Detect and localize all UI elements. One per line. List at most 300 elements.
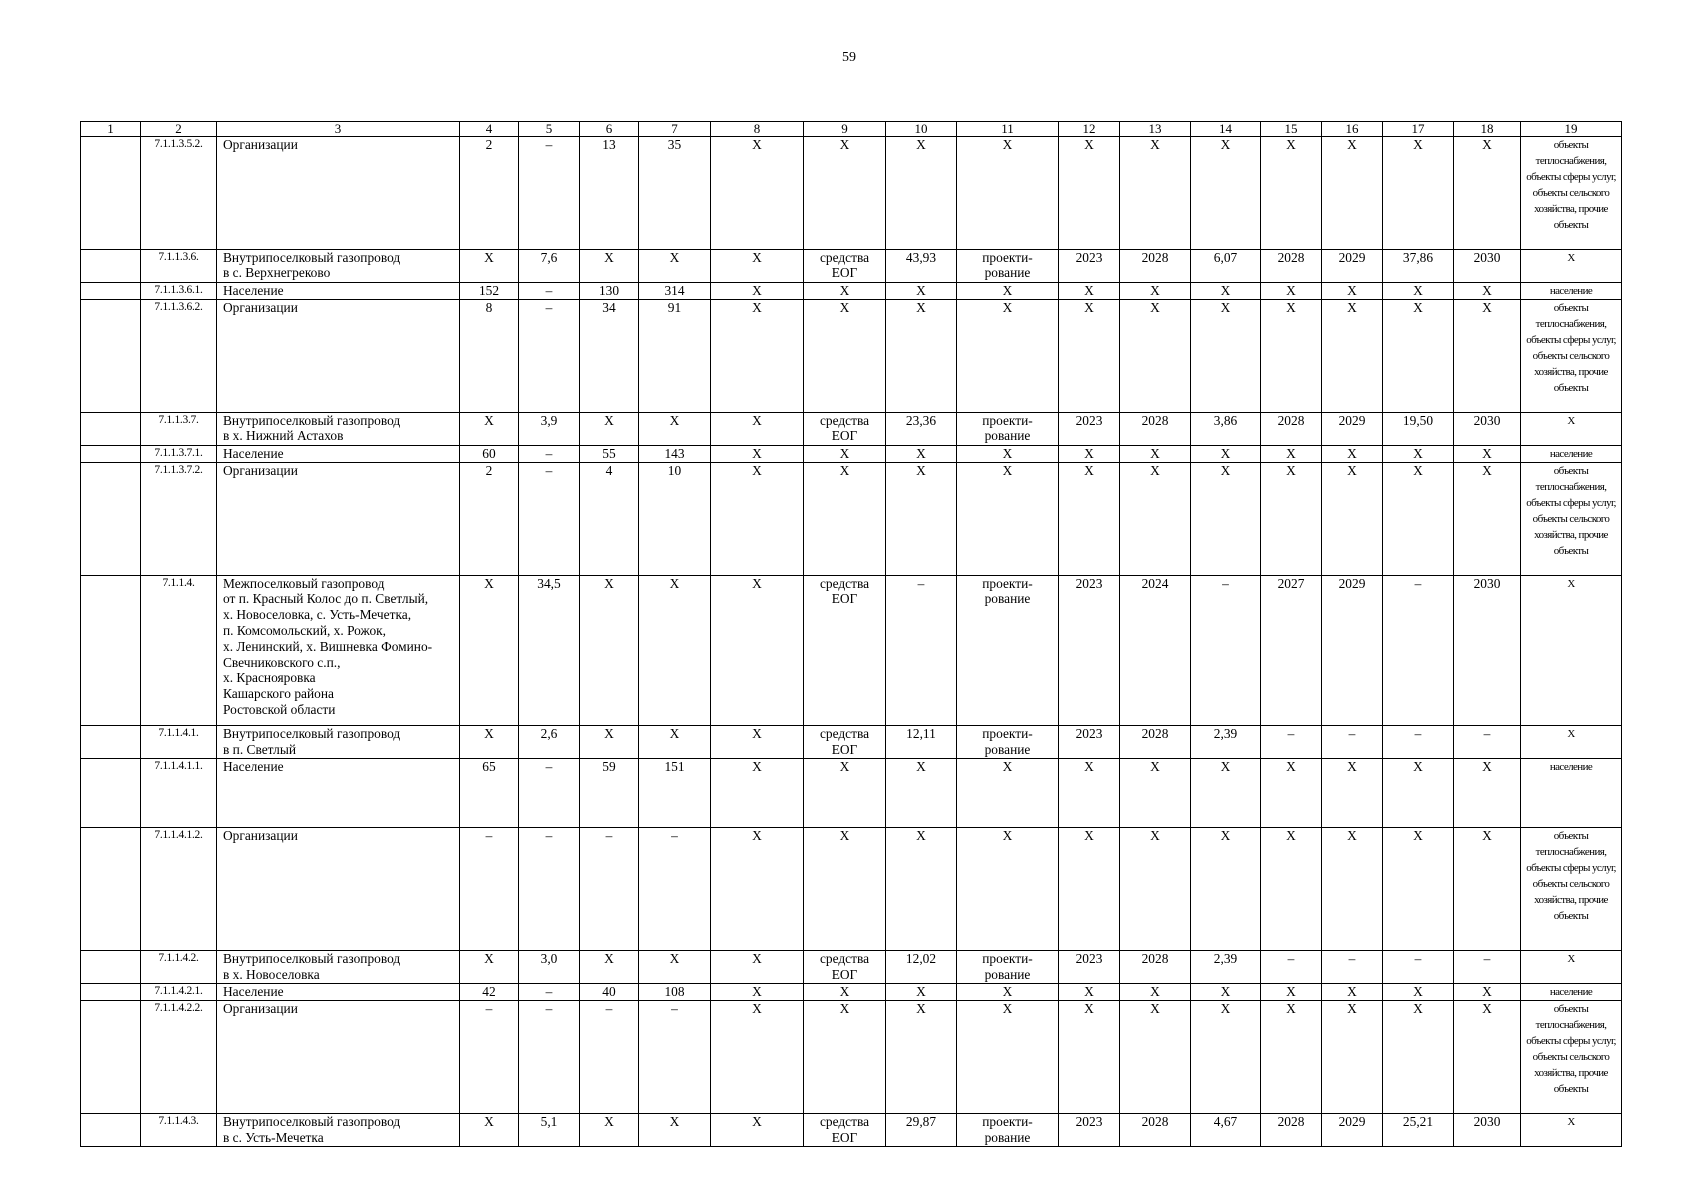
table-cell: – bbox=[519, 983, 580, 1000]
table-cell: 6,07 bbox=[1191, 249, 1261, 282]
table-cell: 2028 bbox=[1120, 249, 1191, 282]
table-cell: 7.1.1.4.1.1. bbox=[141, 758, 217, 827]
table-cell: 2023 bbox=[1059, 725, 1120, 758]
table-cell: 2,39 bbox=[1191, 950, 1261, 983]
column-header: 7 bbox=[639, 122, 711, 137]
table-cell: средства ЕОГ bbox=[804, 575, 886, 725]
table-cell: Х bbox=[886, 1001, 957, 1114]
table-cell: Х bbox=[1521, 1113, 1622, 1146]
table-cell: 2 bbox=[460, 137, 519, 250]
table-cell: Х bbox=[804, 300, 886, 413]
table-cell: Х bbox=[1120, 300, 1191, 413]
table-cell: Х bbox=[711, 282, 804, 299]
table-cell: 2030 bbox=[1454, 575, 1521, 725]
table-cell: Х bbox=[1261, 828, 1322, 951]
table-cell: 152 bbox=[460, 282, 519, 299]
table-row bbox=[81, 1113, 1622, 1146]
table-cell: – bbox=[460, 828, 519, 951]
table-cell: Х bbox=[1120, 983, 1191, 1000]
table-cell: население bbox=[1521, 983, 1622, 1000]
table-cell: 19,50 bbox=[1383, 412, 1454, 445]
table-cell: 2023 bbox=[1059, 950, 1120, 983]
table-cell: Х bbox=[711, 463, 804, 576]
table-cell: Х bbox=[1521, 412, 1622, 445]
column-header: 15 bbox=[1261, 122, 1322, 137]
table-cell: Х bbox=[804, 983, 886, 1000]
table-cell: 7.1.1.3.5.2. bbox=[141, 137, 217, 250]
table-cell: Х bbox=[957, 137, 1059, 250]
table-cell: 2023 bbox=[1059, 249, 1120, 282]
table-cell: 2023 bbox=[1059, 575, 1120, 725]
table-cell: Х bbox=[639, 412, 711, 445]
table-cell: Х bbox=[886, 137, 957, 250]
table-cell: Межпоселковый газопровод от п. Красный Колос до п. Светлый, х. Новоселовка, с. Усть-Мечетка, п. Комсомольский, х. Рожок, х. Ленинский, х. Вишневка Фомино- Свечниковского с.п., х. Краснояровка Кашарского района Ростовской области bbox=[217, 575, 460, 725]
table-cell: Х bbox=[886, 282, 957, 299]
table-cell: 43,93 bbox=[886, 249, 957, 282]
table-cell: 42 bbox=[460, 983, 519, 1000]
table-cell: Х bbox=[1261, 445, 1322, 462]
table-cell: население bbox=[1521, 445, 1622, 462]
table-row bbox=[81, 758, 1622, 827]
table-cell: Х bbox=[1191, 445, 1261, 462]
table-cell: Х bbox=[804, 758, 886, 827]
table-cell: Х bbox=[711, 249, 804, 282]
table-cell: Х bbox=[1383, 1001, 1454, 1114]
table-cell: 12,02 bbox=[886, 950, 957, 983]
table-cell: объекты теплоснабжения, объекты сферы услуг, объекты сельского хозяйства, прочие объекты bbox=[1521, 137, 1622, 250]
table-cell: 7.1.1.4.1. bbox=[141, 725, 217, 758]
table-cell bbox=[81, 1113, 141, 1146]
table-cell: население bbox=[1521, 282, 1622, 299]
table-cell: 7,6 bbox=[519, 249, 580, 282]
table-cell bbox=[81, 1001, 141, 1114]
table-cell: 55 bbox=[580, 445, 639, 462]
table-cell: Х bbox=[1322, 445, 1383, 462]
table-cell: Х bbox=[711, 725, 804, 758]
table-cell: 2029 bbox=[1322, 575, 1383, 725]
table-cell: Организации bbox=[217, 300, 460, 413]
table-cell: Х bbox=[1322, 828, 1383, 951]
table-cell: – bbox=[580, 1001, 639, 1114]
table-cell: население bbox=[1521, 758, 1622, 827]
table-cell: Х bbox=[639, 1113, 711, 1146]
table-cell: Х bbox=[957, 828, 1059, 951]
table-cell: 40 bbox=[580, 983, 639, 1000]
table-cell bbox=[81, 300, 141, 413]
table-cell: Х bbox=[1383, 463, 1454, 576]
table-cell: 7.1.1.4. bbox=[141, 575, 217, 725]
table-cell: 108 bbox=[639, 983, 711, 1000]
table-cell: – bbox=[1383, 725, 1454, 758]
table-cell: Х bbox=[886, 828, 957, 951]
table-cell: – bbox=[1322, 725, 1383, 758]
table-cell: 60 bbox=[460, 445, 519, 462]
column-header: 8 bbox=[711, 122, 804, 137]
table-cell: Х bbox=[580, 725, 639, 758]
table-cell: Организации bbox=[217, 137, 460, 250]
table-cell: 151 bbox=[639, 758, 711, 827]
table-cell: 2023 bbox=[1059, 412, 1120, 445]
table-cell: 7.1.1.4.3. bbox=[141, 1113, 217, 1146]
table-cell: объекты теплоснабжения, объекты сферы услуг, объекты сельского хозяйства, прочие объекты bbox=[1521, 1001, 1622, 1114]
table-cell: Х bbox=[957, 758, 1059, 827]
table-row bbox=[81, 575, 1622, 725]
table-row bbox=[81, 463, 1622, 576]
table-cell: Х bbox=[1059, 300, 1120, 413]
table-cell: – bbox=[519, 445, 580, 462]
table-cell: проекти- рование bbox=[957, 725, 1059, 758]
table-cell: Х bbox=[711, 575, 804, 725]
table-row bbox=[81, 300, 1622, 413]
table-cell: Х bbox=[1191, 282, 1261, 299]
table-cell: – bbox=[519, 137, 580, 250]
table-cell: Х bbox=[1120, 463, 1191, 576]
table-cell: Х bbox=[1261, 300, 1322, 413]
table-cell: 143 bbox=[639, 445, 711, 462]
table-cell: Х bbox=[1059, 137, 1120, 250]
table-cell: Организации bbox=[217, 1001, 460, 1114]
column-header: 4 bbox=[460, 122, 519, 137]
table-cell: Х bbox=[1454, 983, 1521, 1000]
table-cell: 25,21 bbox=[1383, 1113, 1454, 1146]
table-cell: Х bbox=[1059, 282, 1120, 299]
table-cell: 2030 bbox=[1454, 412, 1521, 445]
column-header: 9 bbox=[804, 122, 886, 137]
table-cell: Х bbox=[1322, 463, 1383, 576]
table-cell: 3,0 bbox=[519, 950, 580, 983]
table-cell: Х bbox=[1454, 758, 1521, 827]
table-cell: Х bbox=[711, 828, 804, 951]
table-cell: Х bbox=[711, 300, 804, 413]
table-cell: 29,87 bbox=[886, 1113, 957, 1146]
table-row bbox=[81, 445, 1622, 462]
table-cell: 8 bbox=[460, 300, 519, 413]
table-cell: 65 bbox=[460, 758, 519, 827]
table-cell: 37,86 bbox=[1383, 249, 1454, 282]
column-header: 1 bbox=[81, 122, 141, 137]
table-cell: – bbox=[1191, 575, 1261, 725]
table-cell: Х bbox=[1322, 983, 1383, 1000]
table-cell: 7.1.1.4.1.2. bbox=[141, 828, 217, 951]
table-cell: Х bbox=[639, 950, 711, 983]
table-cell: – bbox=[519, 282, 580, 299]
table-cell: – bbox=[1454, 725, 1521, 758]
table-row bbox=[81, 950, 1622, 983]
table-cell: средства ЕОГ bbox=[804, 249, 886, 282]
table-cell: – bbox=[519, 828, 580, 951]
table-cell: объекты теплоснабжения, объекты сферы услуг, объекты сельского хозяйства, прочие объекты bbox=[1521, 300, 1622, 413]
table-row bbox=[81, 828, 1622, 951]
table-cell: Х bbox=[711, 1001, 804, 1114]
table-cell: Х bbox=[1261, 463, 1322, 576]
table-cell: Х bbox=[460, 249, 519, 282]
table-cell: средства ЕОГ bbox=[804, 950, 886, 983]
table-cell: Х bbox=[1383, 983, 1454, 1000]
table-cell: 3,9 bbox=[519, 412, 580, 445]
table-cell: 3,86 bbox=[1191, 412, 1261, 445]
table-cell: 4,67 bbox=[1191, 1113, 1261, 1146]
table-cell: 7.1.1.4.2.2. bbox=[141, 1001, 217, 1114]
column-header: 13 bbox=[1120, 122, 1191, 137]
table-cell: Х bbox=[1322, 137, 1383, 250]
table-cell: Х bbox=[711, 412, 804, 445]
table-cell: Х bbox=[1383, 828, 1454, 951]
column-header: 19 bbox=[1521, 122, 1622, 137]
table-cell: 2 bbox=[460, 463, 519, 576]
table-cell: 5,1 bbox=[519, 1113, 580, 1146]
table-cell: Население bbox=[217, 758, 460, 827]
column-header: 3 bbox=[217, 122, 460, 137]
table-cell: Внутрипоселковый газопровод в х. Новоселовка bbox=[217, 950, 460, 983]
table-cell: средства ЕОГ bbox=[804, 412, 886, 445]
table-cell: Население bbox=[217, 983, 460, 1000]
header-row bbox=[81, 122, 1622, 137]
column-header: 2 bbox=[141, 122, 217, 137]
table-cell: 2,6 bbox=[519, 725, 580, 758]
column-header: 5 bbox=[519, 122, 580, 137]
table-cell: Х bbox=[711, 983, 804, 1000]
table-cell: Х bbox=[580, 412, 639, 445]
table-cell: Внутрипоселковый газопровод в п. Светлый bbox=[217, 725, 460, 758]
table-cell: 12,11 bbox=[886, 725, 957, 758]
table-cell: 2028 bbox=[1261, 1113, 1322, 1146]
table-cell: Х bbox=[460, 575, 519, 725]
table-cell: Х bbox=[1191, 983, 1261, 1000]
table-cell: Х bbox=[1454, 137, 1521, 250]
table-cell: 2028 bbox=[1120, 725, 1191, 758]
table-cell: Х bbox=[1261, 282, 1322, 299]
table-cell: 2030 bbox=[1454, 249, 1521, 282]
table-cell: Х bbox=[1383, 137, 1454, 250]
table-cell: 34,5 bbox=[519, 575, 580, 725]
table-cell bbox=[81, 282, 141, 299]
table-cell: Х bbox=[1059, 828, 1120, 951]
table-cell: Х bbox=[1261, 137, 1322, 250]
table-cell: Х bbox=[1191, 137, 1261, 250]
table-cell: – bbox=[639, 1001, 711, 1114]
table-cell: Х bbox=[1059, 758, 1120, 827]
table-cell: 7.1.1.3.7. bbox=[141, 412, 217, 445]
table-cell: Х bbox=[1383, 282, 1454, 299]
table-cell: Х bbox=[1120, 137, 1191, 250]
table-cell: Х bbox=[1322, 1001, 1383, 1114]
table-cell: Х bbox=[804, 1001, 886, 1114]
table-cell bbox=[81, 249, 141, 282]
table-row bbox=[81, 249, 1622, 282]
table-cell: Х bbox=[886, 300, 957, 413]
table-cell: Х bbox=[1120, 758, 1191, 827]
table-cell: Х bbox=[1521, 249, 1622, 282]
table-cell: Х bbox=[711, 445, 804, 462]
table-cell bbox=[81, 828, 141, 951]
table-cell: – bbox=[639, 828, 711, 951]
gas-pipeline-table bbox=[80, 121, 1622, 1147]
table-cell: 7.1.1.3.7.1. bbox=[141, 445, 217, 462]
table-cell: 59 bbox=[580, 758, 639, 827]
table-cell: – bbox=[1383, 575, 1454, 725]
column-header: 14 bbox=[1191, 122, 1261, 137]
column-header: 16 bbox=[1322, 122, 1383, 137]
table-cell: 13 bbox=[580, 137, 639, 250]
column-header: 18 bbox=[1454, 122, 1521, 137]
table-cell: Х bbox=[1120, 828, 1191, 951]
column-header: 11 bbox=[957, 122, 1059, 137]
table-cell: Организации bbox=[217, 463, 460, 576]
table-cell: Х bbox=[804, 282, 886, 299]
table-cell bbox=[81, 137, 141, 250]
table-cell: Х bbox=[460, 950, 519, 983]
table-row bbox=[81, 1001, 1622, 1114]
table-cell: – bbox=[460, 1001, 519, 1114]
table-cell: Х bbox=[1322, 300, 1383, 413]
table-row bbox=[81, 412, 1622, 445]
table-cell: Х bbox=[957, 300, 1059, 413]
column-header: 17 bbox=[1383, 122, 1454, 137]
table-cell: Х bbox=[1454, 1001, 1521, 1114]
table-cell: Х bbox=[1261, 983, 1322, 1000]
table-body bbox=[81, 137, 1622, 1147]
table-cell: Х bbox=[957, 983, 1059, 1000]
table-cell: проекти- рование bbox=[957, 575, 1059, 725]
table-cell: Х bbox=[804, 445, 886, 462]
table-row bbox=[81, 725, 1622, 758]
table-cell: Х bbox=[1322, 282, 1383, 299]
table-cell: Х bbox=[1454, 445, 1521, 462]
table-cell: – bbox=[1261, 950, 1322, 983]
column-header: 12 bbox=[1059, 122, 1120, 137]
table-cell: – bbox=[519, 758, 580, 827]
table-cell: – bbox=[1383, 950, 1454, 983]
table-cell: Х bbox=[804, 828, 886, 951]
table-cell: 2024 bbox=[1120, 575, 1191, 725]
table-cell: 23,36 bbox=[886, 412, 957, 445]
table-cell bbox=[81, 950, 141, 983]
table-cell: Х bbox=[1059, 463, 1120, 576]
table-cell: 2027 bbox=[1261, 575, 1322, 725]
table-cell: – bbox=[519, 1001, 580, 1114]
table-cell: Х bbox=[957, 282, 1059, 299]
table-cell: 2030 bbox=[1454, 1113, 1521, 1146]
table-cell: Х bbox=[1059, 1001, 1120, 1114]
table-cell: Х bbox=[886, 463, 957, 576]
table-cell: 7.1.1.4.2.1. bbox=[141, 983, 217, 1000]
table-cell: 314 bbox=[639, 282, 711, 299]
table-cell: 2028 bbox=[1120, 1113, 1191, 1146]
column-header: 6 bbox=[580, 122, 639, 137]
table-cell: 10 bbox=[639, 463, 711, 576]
table-cell bbox=[81, 758, 141, 827]
table-cell: Х bbox=[460, 412, 519, 445]
table-cell: Х bbox=[1454, 282, 1521, 299]
table-cell: 2029 bbox=[1322, 412, 1383, 445]
table-cell: 34 bbox=[580, 300, 639, 413]
table-cell: 2028 bbox=[1261, 249, 1322, 282]
table-cell: – bbox=[519, 300, 580, 413]
table-cell: Х bbox=[1521, 725, 1622, 758]
table-cell: Х bbox=[1454, 300, 1521, 413]
table-cell: Х bbox=[1383, 445, 1454, 462]
column-header: 10 bbox=[886, 122, 957, 137]
table-cell: Х bbox=[1521, 950, 1622, 983]
table-cell: 7.1.1.3.6.1. bbox=[141, 282, 217, 299]
table-cell: Х bbox=[1383, 300, 1454, 413]
table-cell: Х bbox=[639, 575, 711, 725]
table-cell: Х bbox=[1322, 758, 1383, 827]
table-cell: Х bbox=[804, 463, 886, 576]
table-cell: 130 bbox=[580, 282, 639, 299]
table-cell: Х bbox=[1521, 575, 1622, 725]
table-cell bbox=[81, 463, 141, 576]
table-cell: Х bbox=[711, 950, 804, 983]
table-cell: Х bbox=[1383, 758, 1454, 827]
table-cell: Внутрипоселковый газопровод в х. Нижний Астахов bbox=[217, 412, 460, 445]
table-cell: Х bbox=[580, 575, 639, 725]
table-cell: 2023 bbox=[1059, 1113, 1120, 1146]
table-cell: Х bbox=[886, 758, 957, 827]
table-cell: Х bbox=[711, 1113, 804, 1146]
table-cell: Внутрипоселковый газопровод в с. Верхнегреково bbox=[217, 249, 460, 282]
table-cell: Х bbox=[639, 725, 711, 758]
table-cell: проекти- рование bbox=[957, 412, 1059, 445]
table-cell: 7.1.1.4.2. bbox=[141, 950, 217, 983]
table-cell: Х bbox=[1059, 983, 1120, 1000]
table-cell: Х bbox=[957, 445, 1059, 462]
table-cell: Х bbox=[1191, 828, 1261, 951]
table-cell: Х bbox=[711, 137, 804, 250]
table-cell: 2028 bbox=[1120, 950, 1191, 983]
table-cell: Х bbox=[1120, 1001, 1191, 1114]
table-cell: 2,39 bbox=[1191, 725, 1261, 758]
page-number: 59 bbox=[842, 50, 856, 65]
table-row bbox=[81, 282, 1622, 299]
table-cell: 2028 bbox=[1261, 412, 1322, 445]
table-cell: Население bbox=[217, 282, 460, 299]
table-cell: Х bbox=[460, 725, 519, 758]
table-row bbox=[81, 137, 1622, 250]
table-cell: – bbox=[886, 575, 957, 725]
table-cell: 35 bbox=[639, 137, 711, 250]
table-cell: Х bbox=[804, 137, 886, 250]
table-cell bbox=[81, 725, 141, 758]
table-cell: Х bbox=[1191, 1001, 1261, 1114]
table-cell: Х bbox=[1261, 758, 1322, 827]
table-cell: Внутрипоселковый газопровод в с. Усть-Мечетка bbox=[217, 1113, 460, 1146]
table-cell: средства ЕОГ bbox=[804, 1113, 886, 1146]
table-cell: Х bbox=[1191, 758, 1261, 827]
table-cell: Х bbox=[580, 950, 639, 983]
table-cell: – bbox=[580, 828, 639, 951]
table-cell: – bbox=[1454, 950, 1521, 983]
table-cell bbox=[81, 575, 141, 725]
table-cell: Х bbox=[580, 1113, 639, 1146]
table-cell bbox=[81, 412, 141, 445]
table-cell: Х bbox=[957, 1001, 1059, 1114]
table-cell: 7.1.1.3.6. bbox=[141, 249, 217, 282]
table-cell: – bbox=[1261, 725, 1322, 758]
table-cell: проекти- рование bbox=[957, 1113, 1059, 1146]
table-cell: объекты теплоснабжения, объекты сферы услуг, объекты сельского хозяйства, прочие объекты bbox=[1521, 828, 1622, 951]
table-cell: Х bbox=[1454, 463, 1521, 576]
table-cell bbox=[81, 445, 141, 462]
table-cell: 2029 bbox=[1322, 1113, 1383, 1146]
table-cell: Х bbox=[1454, 828, 1521, 951]
table-cell: Х bbox=[1261, 1001, 1322, 1114]
table-cell: 4 bbox=[580, 463, 639, 576]
table-cell: Х bbox=[886, 445, 957, 462]
table-cell: Х bbox=[1120, 445, 1191, 462]
table-cell: 2029 bbox=[1322, 249, 1383, 282]
table-cell: Х bbox=[639, 249, 711, 282]
